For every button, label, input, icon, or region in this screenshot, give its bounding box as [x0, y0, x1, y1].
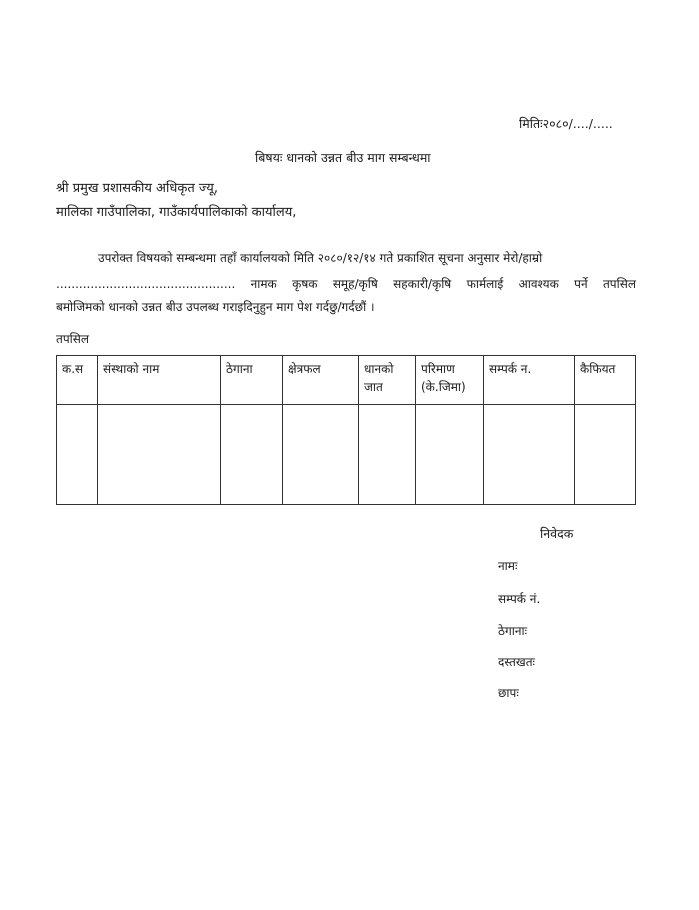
table-cell[interactable] [359, 405, 416, 505]
table-cell[interactable] [57, 405, 98, 505]
header-address: ठेगाना [221, 356, 283, 405]
body-word: तपसिल [602, 277, 636, 291]
table-cell[interactable] [221, 405, 283, 505]
header-organization-name: संस्थाको नाम [98, 356, 221, 405]
table-cell[interactable] [484, 405, 575, 505]
body-word: समूह/कृषि [332, 277, 378, 291]
header-serial: क.स [57, 356, 98, 405]
applicant-title: निवेदक [540, 526, 574, 541]
header-area: क्षेत्रफल [283, 356, 359, 405]
contact-label: सम्पर्क नं. [498, 592, 541, 606]
body-word: आवश्यक [518, 277, 559, 291]
body-word: पर्ने [574, 277, 588, 291]
body-word: कृषक [292, 277, 318, 291]
body-line-3: बमोजिमको धानको उन्नत बीउ उपलब्ध गराइदिनुहुन माग पेश गर्दछु/गर्दछौं । [56, 300, 375, 314]
header-remarks: कैफियत [575, 356, 636, 405]
body-word: फार्मलाई [466, 277, 504, 291]
subject-line: बिषयः धानको उन्नत बीउ माग सम्बन्धमा [255, 150, 431, 165]
body-word: सहकारी/कृषि [393, 277, 452, 291]
header-contact-number: सम्पर्क न. [484, 356, 575, 405]
body-word: नामक [250, 277, 277, 291]
name-label: नामः [498, 559, 518, 573]
address-label: ठेगानाः [498, 624, 528, 638]
table-header-row [57, 356, 636, 405]
addressee-line-1: श्री प्रमुख प्रशासकीय अधिकृत ज्यू, [56, 181, 218, 196]
table-label: तपसिल [56, 332, 90, 346]
addressee-line-2: मालिका गाउँपालिका, गाउँकार्यपालिकाको कार्यालय, [56, 205, 297, 220]
stamp-label: छापः [498, 686, 519, 700]
table-cell[interactable] [98, 405, 221, 505]
header-paddy-variety: धानको जात [359, 356, 416, 405]
table-cell[interactable] [575, 405, 636, 505]
table-cell[interactable] [416, 405, 484, 505]
body-line-1: उपरोक्त विषयको सम्बन्धमा तहाँ कार्यालयको मिति २०८०/१२/१४ गते प्रकाशित सूचना अनुसार मेरो/हाम्रो [98, 251, 543, 265]
signature-label: दस्तखतः [498, 655, 535, 669]
body-line-2 [56, 277, 636, 291]
date-line: मितिः२०८०/..../..... [519, 116, 613, 131]
table-cell[interactable] [283, 405, 359, 505]
table-row [57, 405, 636, 505]
blank-dots: ............................................... [56, 277, 236, 291]
details-table [56, 355, 636, 505]
header-quantity: परिमाण (के.जिमा) [416, 356, 484, 405]
